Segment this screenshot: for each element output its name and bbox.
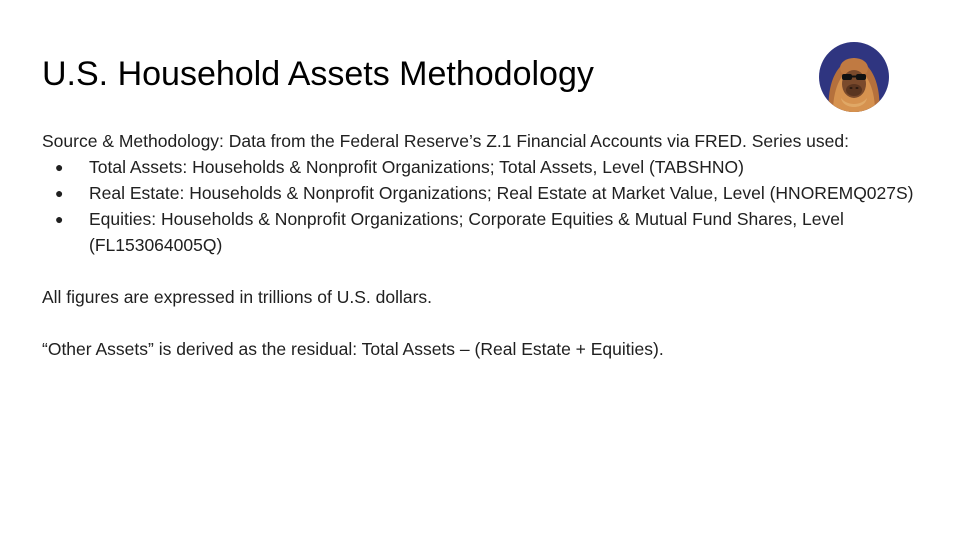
units-note: All figures are expressed in trillions of U.S. dollars. bbox=[42, 287, 433, 307]
series-equities: Equities: Households & Nonprofit Organizations; Corporate Equities & Mutual Fund Shares, Level (FL153064005Q) bbox=[89, 209, 844, 255]
gorilla-avatar-icon bbox=[819, 42, 889, 112]
series-total-assets: Total Assets: Households & Nonprofit Organizations; Total Assets, Level (TABSHNO) bbox=[89, 157, 744, 177]
list-item bbox=[42, 154, 922, 180]
derivation-note: “Other Assets” is derived as the residual: Total Assets – (Real Estate + Equities). bbox=[42, 339, 664, 359]
source-intro: Source & Methodology: Data from the Federal Reserve’s Z.1 Financial Accounts via FRED. Series used: bbox=[42, 131, 849, 151]
bullet-marker: ● bbox=[55, 211, 64, 227]
slide-title: U.S. Household Assets Methodology bbox=[42, 55, 594, 93]
gorilla-sunglasses-icon bbox=[819, 42, 889, 112]
bullet-marker: ● bbox=[55, 185, 64, 201]
bullet-marker: ● bbox=[55, 159, 64, 175]
list-item bbox=[42, 206, 922, 258]
list-item bbox=[42, 180, 922, 206]
slide-body bbox=[42, 128, 922, 362]
series-real-estate: Real Estate: Households & Nonprofit Organizations; Real Estate at Market Value, Level (HNOREMQ027S) bbox=[89, 183, 914, 203]
series-list bbox=[42, 154, 922, 258]
